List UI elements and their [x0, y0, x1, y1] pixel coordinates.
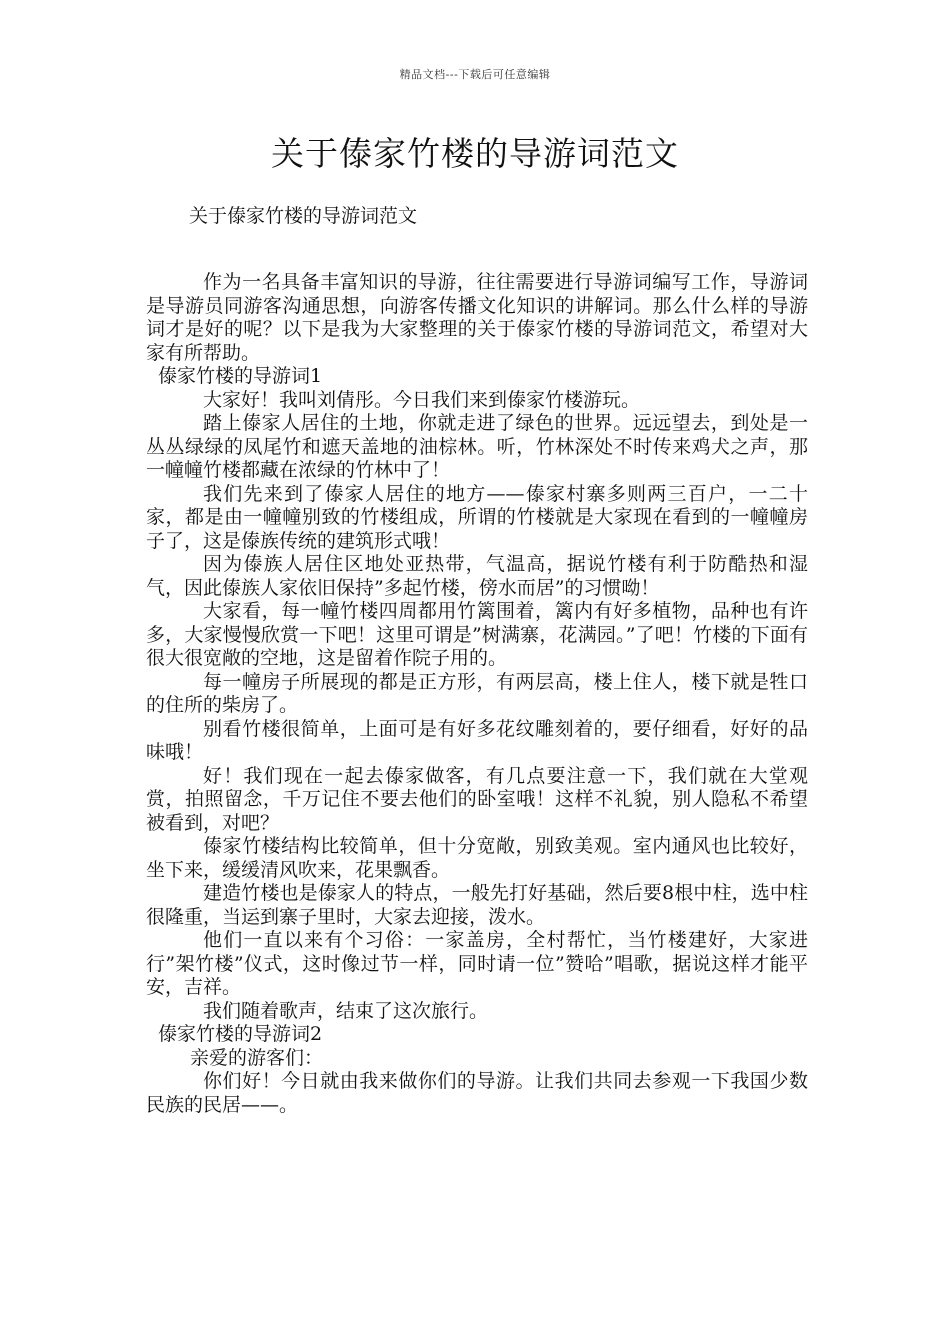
paragraph: 他们一直以来有个习俗：一家盖房，全村帮忙，当竹楼建好，大家进行”架竹楼”仪式，这时像过节一样，同时请一位”赞哈”唱歌，据说这样才能平安，吉祥。 [146, 929, 808, 998]
paragraph: 因为傣族人居住区地处亚热带，气温高，据说竹楼有利于防酷热和湿气，因此傣族人家依旧保持”多起竹楼，傍水而居”的习惯呦！ [146, 553, 808, 599]
document-title: 关于傣家竹楼的导游词范文 [271, 134, 679, 173]
paragraph: 我们先来到了傣家人居住的地方——傣家村寨多则两三百户，一二十家，都是由一幢幢别致的竹楼组成，所谓的竹楼就是大家现在看到的一幢幢房子了，这是傣族传统的建筑形式哦！ [146, 482, 808, 552]
document-subtitle: 关于傣家竹楼的导游词范文 [189, 205, 418, 227]
paragraph: 踏上傣家人居住的土地，你就走进了绿色的世界。远远望去，到处是一丛丛绿绿的凤尾竹和遮天盖地的油棕林。听，竹林深处不时传来鸡犬之声，那一幢幢竹楼都藏在浓绿的竹林中了！ [146, 412, 808, 481]
paragraph: 好！我们现在一起去傣家做客，有几点要注意一下，我们就在大堂观赏，拍照留念，千万记住不要去他们的卧室哦！这样不礼貌，别人隐私不希望被看到，对吧？ [146, 764, 808, 834]
paragraph: 别看竹楼很简单，上面可是有好多花纹雕刻着的，要仔细看，好好的品味哦！ [146, 717, 808, 763]
paragraph: 大家好！我叫刘倩彤。今日我们来到傣家竹楼游玩。 [203, 388, 641, 411]
paragraph: 大家看，每一幢竹楼四周都用竹篱围着，篱内有好多植物，品种也有许多，大家慢慢欣赏一下吧！这里可谓是”树满寨，花满园。”了吧！竹楼的下面有很大很宽敞的空地，这是留着作院子用的。 [146, 600, 808, 669]
paragraph: 我们随着歌声，结束了这次旅行。 [203, 999, 489, 1022]
section-heading: 傣家竹楼的导游词1 [158, 365, 323, 387]
paragraph: 作为一名具备丰富知识的导游，往往需要进行导游词编写工作，导游词是导游员同游客沟通思想，向游客传播文化知识的讲解词。那么什么样的导游词才是好的呢？以下是我为大家整理的关于傣家竹楼的导游词范文，希望对大家有所帮助。 [146, 271, 808, 364]
greeting: 亲爱的游客们： [190, 1046, 324, 1069]
document-body [146, 271, 808, 1117]
paragraph: 你们好！今日就由我来做你们的导游。让我们共同去参观一下我国少数民族的民居——。 [146, 1070, 808, 1116]
page-header: 精品文档---下载后可任意编辑 [399, 68, 551, 81]
paragraph: 傣家竹楼结构比较简单，但十分宽敞，别致美观。室内通风也比较好，坐下来，缓缓清风吹来，花果飘香。 [146, 835, 808, 881]
paragraph: 每一幢房子所展现的都是正方形，有两层高，楼上住人，楼下就是牲口的住所的柴房了。 [146, 670, 808, 716]
section-heading: 傣家竹楼的导游词2 [158, 1023, 323, 1045]
paragraph: 建造竹楼也是傣家人的特点，一般先打好基础，然后要8根中柱，选中柱很隆重，当运到寨子里时，大家去迎接，泼水。 [146, 882, 808, 928]
